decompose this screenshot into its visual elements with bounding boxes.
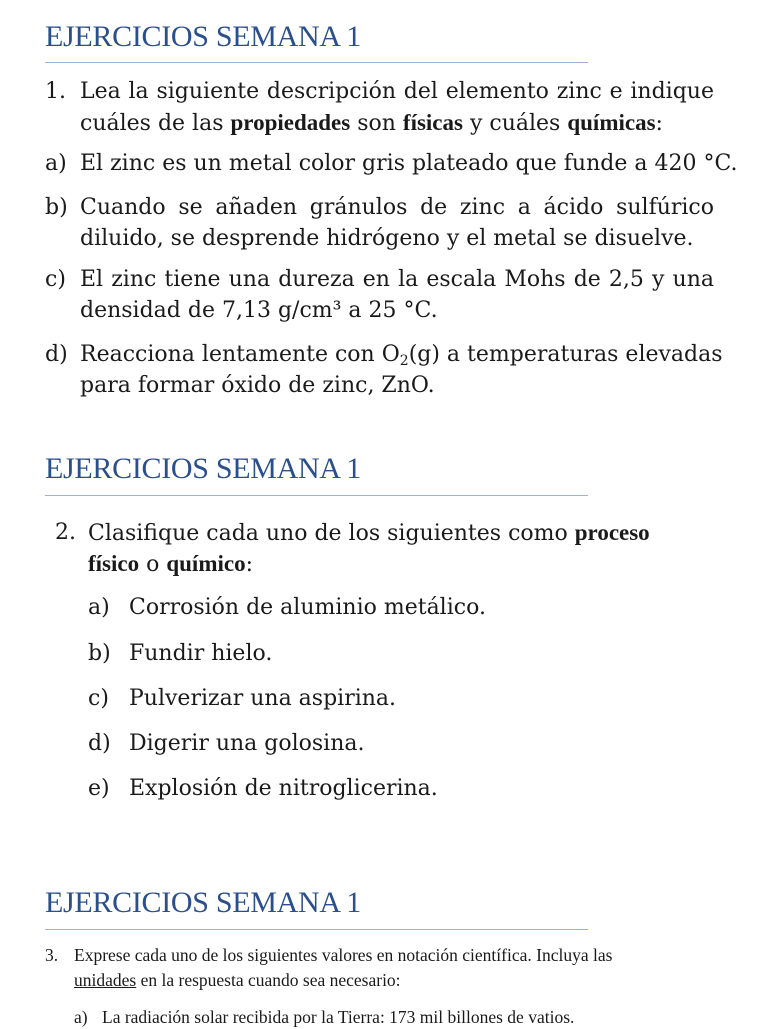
keyword-fisicas: físicas [402, 110, 463, 135]
list-item: Fundir hielo. [129, 641, 273, 666]
question-2-line-2: físico o químico: [88, 551, 253, 577]
question-2-line-1: Clasifique cada uno de los siguientes como proceso [88, 520, 650, 546]
list-item-marker: c) [88, 686, 109, 711]
question-3-line-1: Exprese cada uno de los siguientes valores en notación científica. Incluya las [74, 945, 613, 965]
section-3-title: EJERCICIOS SEMANA 1 [45, 886, 362, 919]
list-item-marker: b) [88, 641, 111, 666]
item-a-text: El zinc es un metal color gris plateado que funde a 420 °C. [80, 151, 738, 176]
question-3-number: 3. [45, 945, 59, 965]
keyword-proceso: proceso [574, 520, 650, 545]
item-b-line-2: diluido, se desprende hidrógeno y el metal se disuelve. [80, 226, 694, 251]
section-2-title: EJERCICIOS SEMANA 1 [45, 452, 362, 485]
section-3-divider [45, 929, 588, 930]
item-d-marker: d) [45, 342, 68, 367]
question-1-line-2: cuáles de las propiedades son físicas y cuáles químicas: [80, 110, 663, 136]
item-c-marker: c) [45, 267, 66, 292]
list-item-marker: d) [88, 731, 111, 756]
question-3-line-2: unidades en la respuesta cuando sea necesario: [74, 970, 401, 990]
keyword-fisico: físico [88, 551, 140, 576]
item-c-line-1: El zinc tiene una dureza en la escala Mohs de 2,5 y una [80, 267, 714, 292]
item-c-line-2: densidad de 7,13 g/cm³ a 25 °C. [80, 298, 438, 323]
section-1-title: EJERCICIOS SEMANA 1 [45, 20, 362, 53]
item-a-marker: a) [45, 151, 67, 176]
list-item: Corrosión de aluminio metálico. [129, 595, 486, 620]
item-d-line-1: Reacciona lentamente con $O_2(g)$ a temperaturas elevadas [80, 342, 723, 369]
list-item: Pulverizar una aspirina. [129, 686, 397, 711]
section-1-divider [45, 62, 588, 63]
question-1-number: 1. [45, 79, 66, 104]
keyword-quimicas: químicas [567, 110, 656, 135]
item-d-line-2: para formar óxido de zinc, ZnO. [80, 373, 435, 398]
item-b-marker: b) [45, 195, 68, 220]
item-b-line-1: Cuando se añaden gránulos de zinc a ácido sulfúrico [80, 195, 714, 220]
keyword-quimico: químico [166, 551, 246, 576]
keyword-propiedades: propiedades [230, 110, 351, 135]
list-item-marker: e) [88, 776, 110, 801]
question-3-item-a-text: La radiación solar recibida por la Tierra: 173 mil billones de vatios. [102, 1007, 575, 1027]
keyword-unidades: unidades [74, 970, 137, 990]
question-3-item-a-marker: a) [74, 1007, 88, 1027]
question-2-number: 2. [55, 520, 76, 545]
section-2-divider [45, 495, 588, 496]
list-item-marker: a) [88, 595, 110, 620]
question-1-line-1: Lea la siguiente descripción del elemento zinc e indique [80, 79, 714, 104]
list-item: Explosión de nitroglicerina. [129, 776, 438, 801]
list-item: Digerir una golosina. [129, 731, 365, 756]
